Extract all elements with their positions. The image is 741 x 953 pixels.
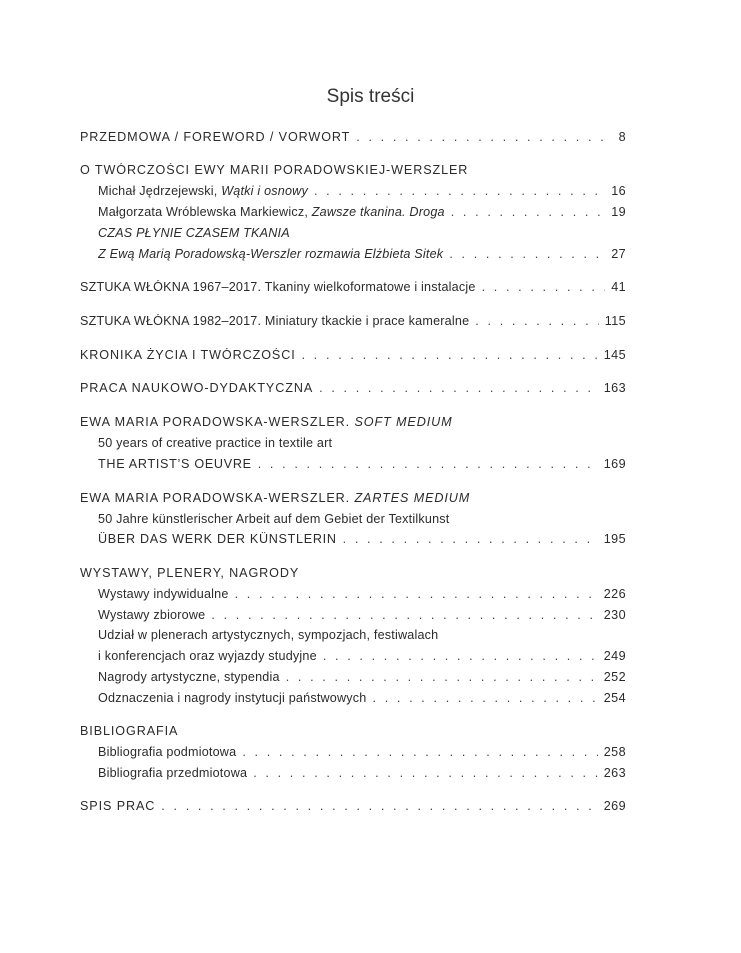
page-number: 254 <box>603 691 626 705</box>
entry-text: Bibliografia przedmiotowa <box>98 766 248 780</box>
section-heading <box>80 415 453 429</box>
toc-entry-odznaczenia <box>98 691 626 711</box>
entry-text: PRZEDMOWA / FOREWORD / VORWORT <box>80 130 351 144</box>
page-number: 19 <box>611 205 626 219</box>
toc-entry-kronika <box>80 348 626 368</box>
toc-entry-przedmowa <box>80 130 626 150</box>
entry-text: THE ARTIST’S OEUVRE <box>98 457 252 471</box>
dot-leader <box>475 314 598 328</box>
entry-text: KRONIKA ŻYCIA I TWÓRCZOŚCI <box>80 348 296 362</box>
toc-entry-sztuka-1982 <box>80 314 626 334</box>
entry-text: ÜBER DAS WERK DER KÜNSTLERIN <box>98 532 337 546</box>
dot-leader <box>161 799 597 813</box>
dot-leader <box>449 247 605 261</box>
entry-text: i konferencjach oraz wyjazdy studyjne <box>98 649 317 663</box>
entry-text: Odznaczenia i nagrody instytucji państwowych <box>98 691 367 705</box>
toc-entry-praca <box>80 381 626 401</box>
page-number: 252 <box>603 670 626 684</box>
entry-text: CZAS PŁYNIE CZASEM TKANIA <box>98 226 290 240</box>
toc-entry-soft-sub1 <box>98 436 626 456</box>
section-heading <box>80 491 470 505</box>
dot-leader <box>235 587 598 601</box>
toc-entry-czas-line1 <box>98 226 626 246</box>
page-number: 263 <box>603 766 626 780</box>
page-number: 145 <box>603 348 626 362</box>
page-number: 16 <box>611 184 626 198</box>
toc-entry-czas-line2 <box>98 247 626 267</box>
entry-text: Udział w plenerach artystycznych, sympozjach, festiwalach <box>98 628 439 642</box>
page-title: Spis treści <box>326 86 415 107</box>
toc-entry-soft-sub2 <box>98 457 626 477</box>
heading-italic: SOFT MEDIUM <box>354 415 453 429</box>
dot-leader <box>253 766 598 780</box>
toc-entry-wroblewska <box>98 205 626 225</box>
page-number: 230 <box>603 608 626 622</box>
entry-text: Nagrody artystyczne, stypendia <box>98 670 280 684</box>
page-number: 8 <box>618 130 626 144</box>
entry-text: Bibliografia podmiotowa <box>98 745 237 759</box>
section-heading: BIBLIOGRAFIA <box>80 724 179 738</box>
toc-section-heading-tworczosc <box>80 163 626 183</box>
page-number: 163 <box>603 381 626 395</box>
entry-text: Wystawy indywidualne <box>98 587 229 601</box>
dot-leader <box>323 649 598 663</box>
toc-entry-zartes-sub2 <box>98 532 626 552</box>
entry-text: PRACA NAUKOWO-DYDAKTYCZNA <box>80 381 314 395</box>
page-number: 115 <box>604 314 626 328</box>
heading-name: EWA MARIA PORADOWSKA-WERSZLER. <box>80 491 355 505</box>
section-heading: O TWÓRCZOŚCI EWY MARII PORADOWSKIEJ-WERSZLER <box>80 163 469 177</box>
dot-leader <box>319 381 598 395</box>
toc-entry-wystawy-zbiorowe <box>98 608 626 628</box>
toc-entry-nagrody <box>98 670 626 690</box>
entry-text <box>98 205 445 219</box>
dot-leader <box>286 670 598 684</box>
toc-entry-plenery-line2 <box>98 649 626 669</box>
dot-leader <box>258 457 598 471</box>
entry-title: Wątki i osnowy <box>221 184 308 198</box>
toc-entry-bibliografia-przedmiotowa <box>98 766 626 786</box>
page-number: 226 <box>603 587 626 601</box>
toc-entry-wystawy-indywidualne <box>98 587 626 607</box>
dot-leader <box>343 532 598 546</box>
toc-section-heading-bibliografia <box>80 724 626 744</box>
toc-entry-jedrzejewski <box>98 184 626 204</box>
entry-text: 50 Jahre künstlerischer Arbeit auf dem Gebiet der Textilkunst <box>98 512 450 526</box>
entry-text <box>98 184 308 198</box>
entry-author: Małgorzata Wróblewska Markiewicz, <box>98 205 312 219</box>
dot-leader <box>242 745 597 759</box>
toc-entry-spis-prac <box>80 799 626 819</box>
page-number: 269 <box>603 799 626 813</box>
toc-section-heading-zartes-medium <box>80 491 626 511</box>
entry-text: SZTUKA WŁÓKNA 1982–2017. Miniatury tkackie i prace kameralne <box>80 314 470 328</box>
toc-entry-zartes-sub1 <box>98 512 626 532</box>
page-number: 258 <box>603 745 626 759</box>
page-number: 249 <box>603 649 626 663</box>
entry-text: Z Ewą Marią Poradowską-Werszler rozmawia Elżbieta Sitek <box>98 247 444 261</box>
toc-section-heading-wystawy <box>80 566 626 586</box>
dot-leader <box>373 691 598 705</box>
page-number: 27 <box>611 247 626 261</box>
heading-name: EWA MARIA PORADOWSKA-WERSZLER. <box>80 415 355 429</box>
toc-entry-sztuka-1967 <box>80 280 626 300</box>
toc-entry-bibliografia-podmiotowa <box>98 745 626 765</box>
dot-leader <box>482 280 606 294</box>
dot-leader <box>211 608 597 622</box>
toc-entry-plenery-line1 <box>98 628 626 648</box>
entry-text: 50 years of creative practice in textile art <box>98 436 333 450</box>
page-number: 41 <box>611 280 626 294</box>
entry-title: Zawsze tkanina. Droga <box>311 205 445 219</box>
page-number: 169 <box>603 457 626 471</box>
section-heading: WYSTAWY, PLENERY, NAGRODY <box>80 566 300 580</box>
page-number: 195 <box>603 532 626 546</box>
dot-leader <box>451 205 605 219</box>
dot-leader <box>302 348 598 362</box>
entry-author: Michał Jędrzejewski, <box>98 184 222 198</box>
dot-leader <box>314 184 605 198</box>
entry-text: SZTUKA WŁÓKNA 1967–2017. Tkaniny wielkoformatowe i instalacje <box>80 280 476 294</box>
heading-italic: ZARTES MEDIUM <box>354 491 471 505</box>
entry-text: Wystawy zbiorowe <box>98 608 206 622</box>
dot-leader <box>356 130 612 144</box>
entry-text: SPIS PRAC <box>80 799 156 813</box>
toc-section-heading-soft-medium <box>80 415 626 435</box>
